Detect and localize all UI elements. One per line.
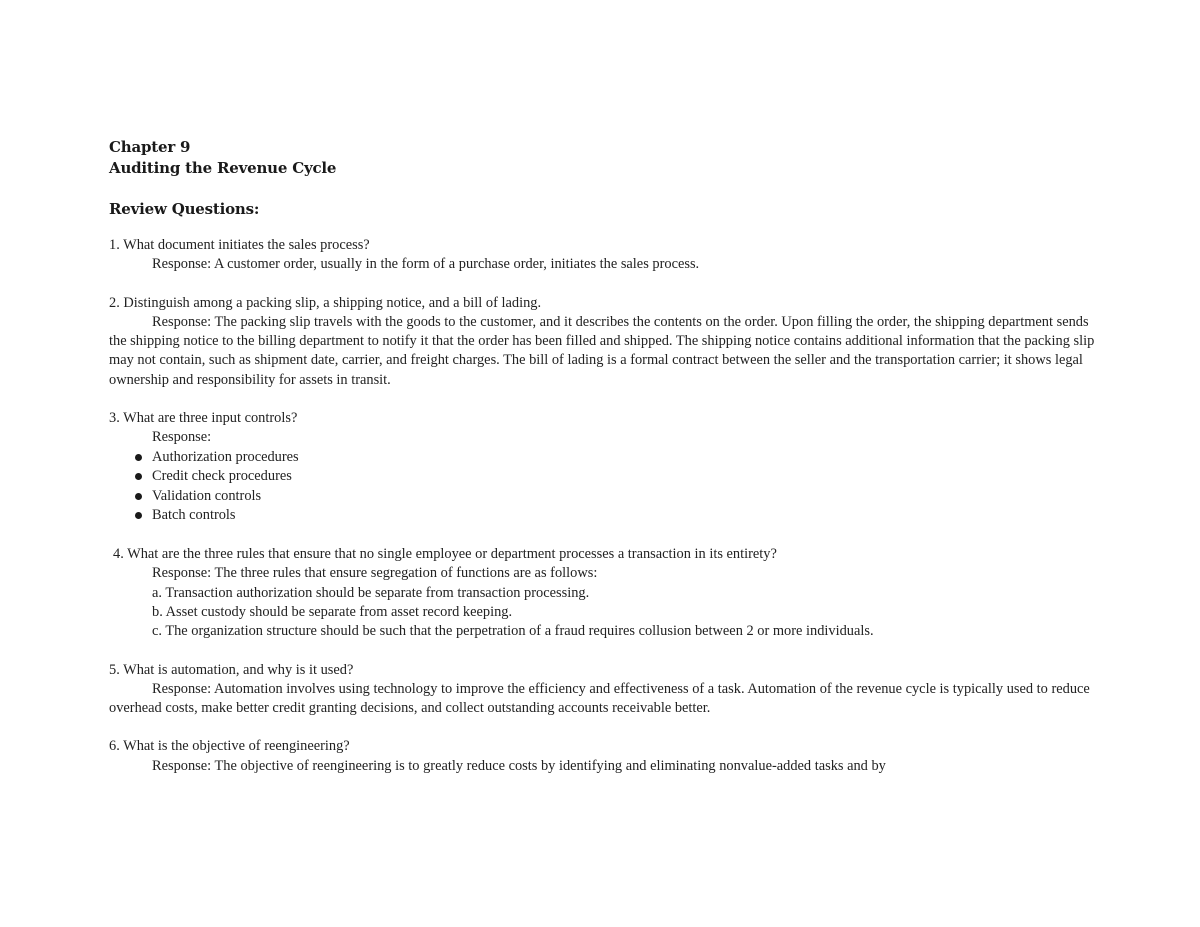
input-controls-list bbox=[109, 448, 1099, 526]
list-item-text: Validation controls bbox=[152, 487, 262, 504]
rule-item: a. Transaction authorization should be separate from transaction processing. bbox=[152, 584, 590, 601]
list-item-text: Credit check procedures bbox=[152, 468, 292, 485]
bullet-icon bbox=[135, 454, 142, 461]
question-3 bbox=[109, 409, 1099, 526]
question-text: 6. What is the objective of reengineering? bbox=[109, 738, 350, 755]
list-item bbox=[109, 487, 1099, 507]
question-4 bbox=[109, 545, 1099, 641]
question-text: 4. What are the three rules that ensure that no single employee or department processes a transaction in its entirety? bbox=[113, 546, 777, 563]
bullet-icon bbox=[135, 493, 142, 500]
question-1 bbox=[109, 236, 1099, 275]
response-text: Response: The three rules that ensure segregation of functions are as follows: bbox=[152, 565, 598, 582]
chapter-title: Auditing the Revenue Cycle bbox=[109, 159, 337, 177]
question-text: 3. What are three input controls? bbox=[109, 410, 298, 427]
list-item-text: Batch controls bbox=[152, 507, 236, 524]
list-item bbox=[109, 467, 1099, 487]
section-title: Review Questions: bbox=[109, 200, 260, 218]
response-text: Response: Automation involves using technology to improve the efficiency and effectiveness of a task. Automation of the revenue cycle is typically used to reduce overhead costs, make better credit granting decisions, and collect outstanding accounts receivable better. bbox=[109, 680, 1090, 717]
response-text: Response: The packing slip travels with the goods to the customer, and it describes the contents on the order. Upon filling the order, the shipping department sends the shipping notice to the billing department to notify it that the order has been filled and shipped. The shipping notice contains additional information that the packing slip may not contain, such as shipment date, carrier, and freight charges. The bill of lading is a formal contract between the seller and the transportation carrier; it shows legal ownership and responsibility for assets in transit. bbox=[109, 313, 1095, 388]
question-text: 5. What is automation, and why is it used? bbox=[109, 661, 354, 678]
question-text: 1. What document initiates the sales process? bbox=[109, 237, 370, 253]
bullet-icon bbox=[135, 473, 142, 480]
rule-item: b. Asset custody should be separate from asset record keeping. bbox=[152, 603, 513, 620]
question-5 bbox=[109, 661, 1099, 719]
question-text: 2. Distinguish among a packing slip, a shipping notice, and a bill of lading. bbox=[109, 294, 542, 311]
response-text: Response: The objective of reengineering is to greatly reduce costs by identifying and eliminating nonvalue-added tasks and by bbox=[152, 757, 886, 774]
bullet-icon bbox=[135, 512, 142, 519]
response-text: Response: bbox=[152, 429, 212, 446]
document-body bbox=[109, 137, 1099, 795]
list-item-text: Authorization procedures bbox=[152, 448, 299, 465]
list-item bbox=[109, 506, 1099, 526]
list-item bbox=[109, 448, 1099, 468]
question-2 bbox=[109, 294, 1099, 390]
question-6 bbox=[109, 737, 1099, 776]
chapter-number: Chapter 9 bbox=[109, 138, 191, 156]
rule-item: c. The organization structure should be such that the perpetration of a fraud requires collusion between 2 or more individuals. bbox=[152, 623, 874, 640]
response-text: Response: A customer order, usually in the form of a purchase order, initiates the sales process. bbox=[152, 256, 700, 273]
